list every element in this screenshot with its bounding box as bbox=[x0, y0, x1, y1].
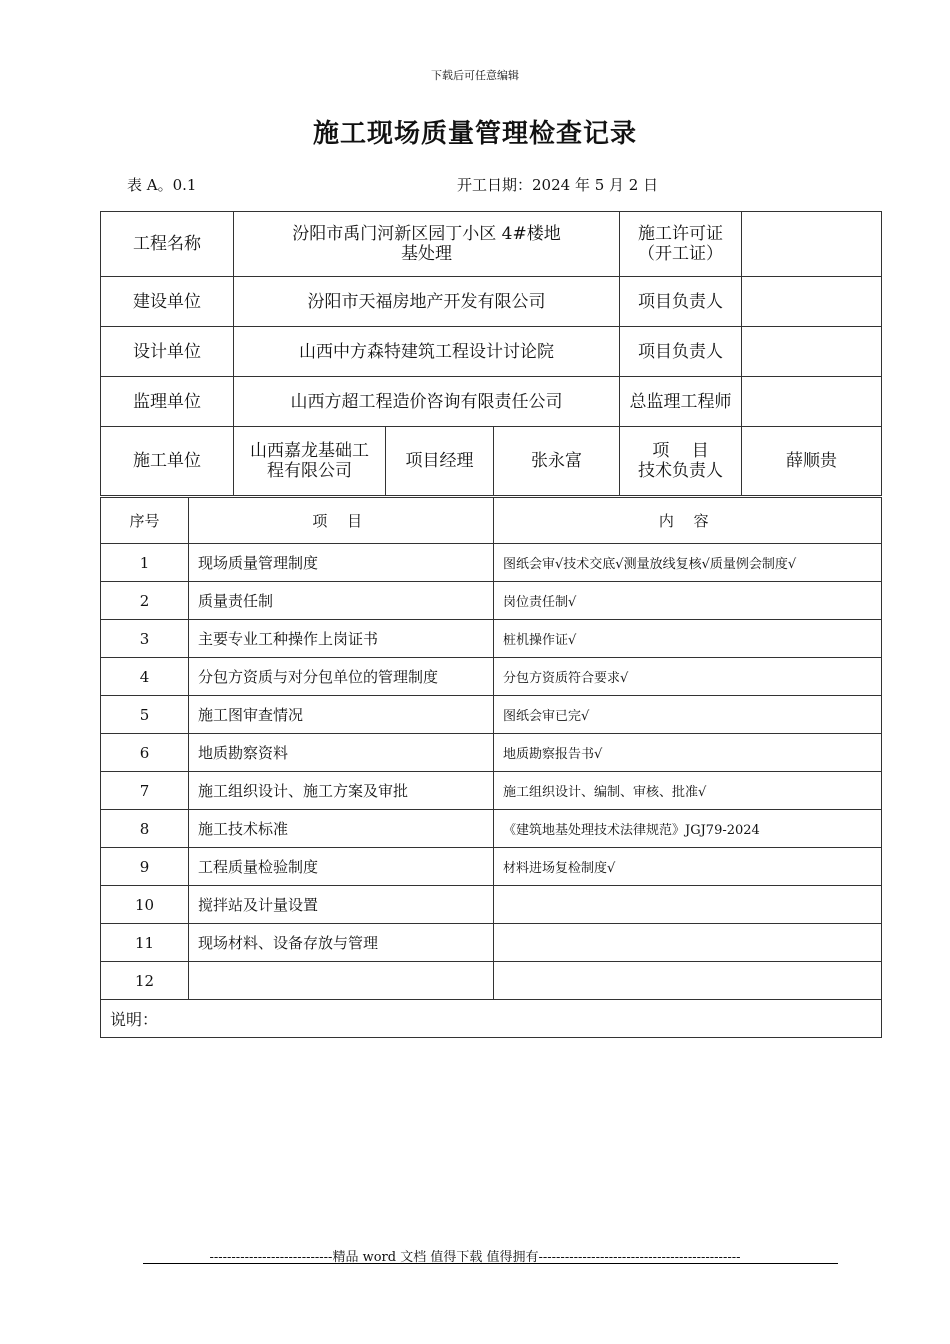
row-content bbox=[494, 924, 882, 962]
design-label: 设计单位 bbox=[101, 327, 234, 377]
row-item bbox=[189, 962, 494, 1000]
contractor-line: 程有限公司 bbox=[267, 461, 352, 481]
row-content: 地质勘察报告书√ bbox=[494, 734, 882, 772]
design-row bbox=[101, 327, 882, 377]
row-item: 地质勘察资料 bbox=[189, 734, 494, 772]
note-label: 说明： bbox=[101, 1000, 882, 1038]
supervisor-person-label: 总监理工程师 bbox=[620, 377, 742, 427]
row-item: 主要专业工种操作上岗证书 bbox=[189, 620, 494, 658]
top-note: 下载后可任意编辑 bbox=[431, 69, 519, 82]
footer-divider bbox=[143, 1263, 838, 1264]
row-content: 图纸会审已完√ bbox=[494, 696, 882, 734]
table-row bbox=[101, 924, 882, 962]
row-no: 3 bbox=[101, 620, 189, 658]
manager-label: 项目经理 bbox=[386, 427, 494, 496]
permit-label-line: （开工证） bbox=[638, 244, 724, 264]
supervisor-row bbox=[101, 377, 882, 427]
project-name-value bbox=[234, 212, 620, 277]
row-item: 施工图审查情况 bbox=[189, 696, 494, 734]
contractor-label: 施工单位 bbox=[101, 427, 234, 496]
contractor-line: 山西嘉龙基础工 bbox=[250, 441, 369, 461]
row-no: 11 bbox=[101, 924, 189, 962]
row-content: 施工组织设计、编制、审核、批准√ bbox=[494, 772, 882, 810]
row-content bbox=[494, 962, 882, 1000]
table-row bbox=[101, 620, 882, 658]
table-row bbox=[101, 582, 882, 620]
page-title: 施工现场质量管理检查记录 bbox=[312, 119, 637, 149]
table-row bbox=[101, 886, 882, 924]
builder-row bbox=[101, 277, 882, 327]
row-item: 质量责任制 bbox=[189, 582, 494, 620]
row-no: 4 bbox=[101, 658, 189, 696]
builder-label: 建设单位 bbox=[101, 277, 234, 327]
builder-person-value bbox=[742, 277, 882, 327]
permit-label-line: 施工许可证 bbox=[638, 224, 724, 244]
row-no: 5 bbox=[101, 696, 189, 734]
row-content: 《建筑地基处理技术法律规范》JGJ79-2024 bbox=[494, 810, 882, 848]
manager-value: 张永富 bbox=[494, 427, 620, 496]
table-row bbox=[101, 962, 882, 1000]
row-item: 现场材料、设备存放与管理 bbox=[189, 924, 494, 962]
tech-lead-label bbox=[620, 427, 742, 496]
tech-lead-label-line: 技术负责人 bbox=[638, 461, 724, 481]
note-row bbox=[101, 1000, 882, 1038]
row-no: 10 bbox=[101, 886, 189, 924]
col-header-no: 序号 bbox=[101, 498, 189, 544]
row-content: 图纸会审√技术交底√测量放线复核√质量例会制度√ bbox=[494, 544, 882, 582]
table-row bbox=[101, 734, 882, 772]
row-no: 1 bbox=[101, 544, 189, 582]
design-person-value bbox=[742, 327, 882, 377]
project-name-line: 基处理 bbox=[401, 244, 453, 264]
supervisor-label: 监理单位 bbox=[101, 377, 234, 427]
table-number: 表 A。0.1 bbox=[127, 176, 197, 194]
project-info-table bbox=[100, 211, 882, 496]
row-item: 施工组织设计、施工方案及审批 bbox=[189, 772, 494, 810]
design-person-label: 项目负责人 bbox=[620, 327, 742, 377]
col-header-content: 内 容 bbox=[494, 498, 882, 544]
quality-check-table bbox=[100, 497, 882, 1038]
table-row bbox=[101, 848, 882, 886]
row-no: 6 bbox=[101, 734, 189, 772]
design-value: 山西中方森特建筑工程设计讨论院 bbox=[234, 327, 620, 377]
project-name-label: 工程名称 bbox=[101, 212, 234, 277]
builder-person-label: 项目负责人 bbox=[620, 277, 742, 327]
row-content: 桩机操作证√ bbox=[494, 620, 882, 658]
contractor-row bbox=[101, 427, 882, 496]
supervisor-person-value bbox=[742, 377, 882, 427]
row-no: 9 bbox=[101, 848, 189, 886]
table-row bbox=[101, 544, 882, 582]
table-row bbox=[101, 810, 882, 848]
row-item: 工程质量检验制度 bbox=[189, 848, 494, 886]
row-no: 7 bbox=[101, 772, 189, 810]
check-header-row bbox=[101, 498, 882, 544]
row-item: 施工技术标准 bbox=[189, 810, 494, 848]
row-content: 分包方资质符合要求√ bbox=[494, 658, 882, 696]
row-content bbox=[494, 886, 882, 924]
permit-label bbox=[620, 212, 742, 277]
row-no: 2 bbox=[101, 582, 189, 620]
tech-lead-value: 薛顺贵 bbox=[742, 427, 882, 496]
builder-value: 汾阳市天福房地产开发有限公司 bbox=[234, 277, 620, 327]
project-name-row bbox=[101, 212, 882, 277]
permit-value bbox=[742, 212, 882, 277]
supervisor-value: 山西方超工程造价咨询有限责任公司 bbox=[234, 377, 620, 427]
footer-text: ----------------------------精品 word 文档 值得下载 值得拥有---------------------------------------------- bbox=[209, 1250, 741, 1265]
row-content: 材料进场复检制度√ bbox=[494, 848, 882, 886]
start-date: 开工日期：2024 年 5 月 2 日 bbox=[457, 176, 659, 194]
table-row bbox=[101, 696, 882, 734]
table-row bbox=[101, 772, 882, 810]
row-no: 8 bbox=[101, 810, 189, 848]
row-item: 搅拌站及计量设置 bbox=[189, 886, 494, 924]
project-name-line: 汾阳市禹门河新区园丁小区 4#楼地 bbox=[292, 224, 561, 244]
contractor-value bbox=[234, 427, 386, 496]
tech-lead-label-line: 项 目 bbox=[652, 441, 709, 461]
row-content: 岗位责任制√ bbox=[494, 582, 882, 620]
row-item: 现场质量管理制度 bbox=[189, 544, 494, 582]
row-item: 分包方资质与对分包单位的管理制度 bbox=[189, 658, 494, 696]
table-row bbox=[101, 658, 882, 696]
col-header-item: 项 目 bbox=[189, 498, 494, 544]
row-no: 12 bbox=[101, 962, 189, 1000]
